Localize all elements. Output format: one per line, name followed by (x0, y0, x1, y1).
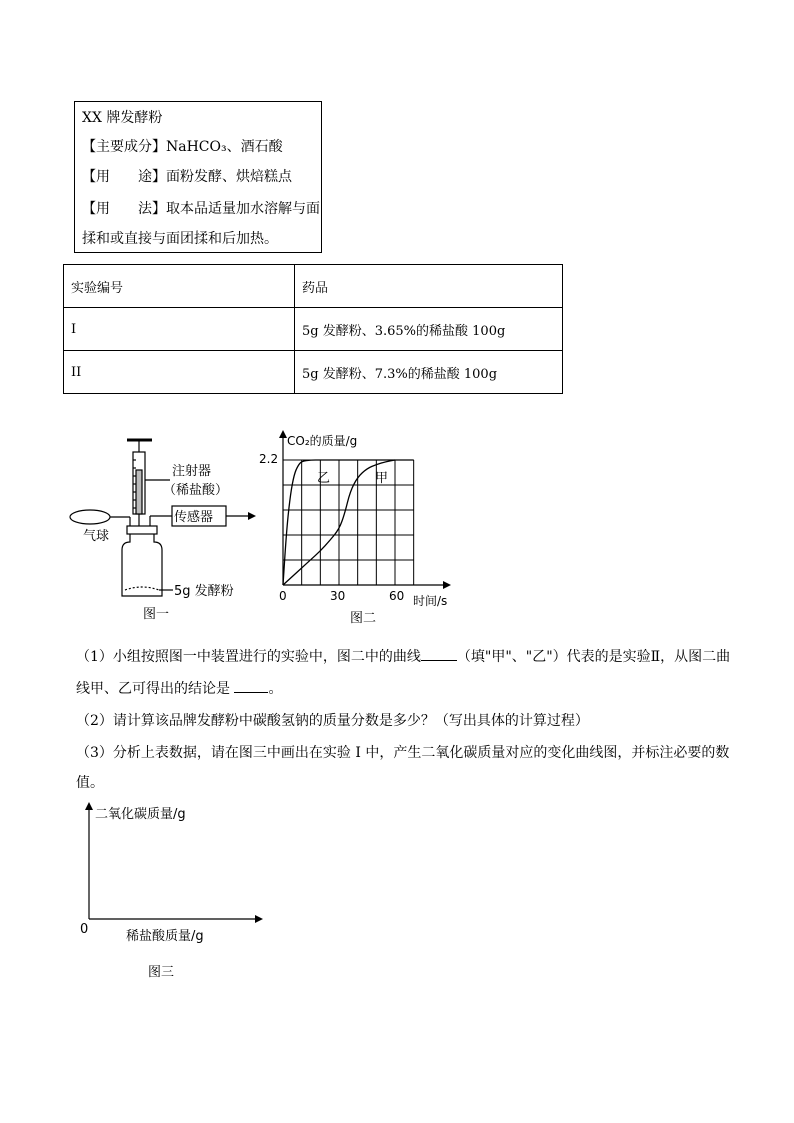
x-tick-label: 30 (330, 589, 346, 603)
table-cell: 5g 发酵粉、3.65%的稀盐酸 100g (295, 308, 563, 351)
x-axis-label: 时间/s (413, 594, 448, 608)
table-cell: II (64, 351, 295, 394)
x-tick-label: 60 (389, 589, 405, 603)
question-1-line1 (76, 646, 730, 666)
figure3-caption: 图三 (148, 965, 175, 980)
y-tick-label: 2.2 (259, 452, 279, 466)
experiment-table (63, 264, 563, 394)
label-method-line2: 揉和或直接与面团揉和后加热。 (82, 231, 278, 247)
syringe-label: 注射器 (172, 464, 212, 479)
question-1-text-a: （1）小组按照图一中装置进行的实验中，图二中的曲线 (76, 649, 421, 665)
series-label-jia: 甲 (375, 471, 389, 486)
table-cell: 5g 发酵粉、7.3%的稀盐酸 100g (295, 351, 563, 394)
question-1-text-c: 线甲、乙可得出的结论是 (76, 681, 230, 697)
figure2-caption: 图二 (350, 611, 377, 626)
syringe-contents-label: （稀盐酸） (163, 483, 229, 498)
figure1-caption: 图一 (143, 607, 170, 622)
question-3-line2: 值。 (76, 775, 104, 791)
figure2-chart (255, 430, 455, 630)
label-title: XX 牌发酵粉 (82, 110, 163, 126)
y-axis-arrow (279, 430, 287, 438)
series-label-yi: 乙 (317, 471, 331, 486)
figure1-apparatus (60, 430, 260, 625)
question-1-line2 (76, 678, 282, 698)
table-row (64, 308, 563, 351)
table-header-cell: 药品 (295, 265, 563, 308)
y-axis-label: CO₂的质量/g (287, 434, 358, 448)
balloon-label: 气球 (83, 529, 110, 544)
figure3-blank-chart[interactable] (70, 800, 270, 985)
answer-blank-1[interactable] (421, 660, 457, 661)
sensor-label: 传感器 (174, 510, 214, 525)
product-label-card (74, 101, 322, 253)
label-method-line1: 【用 法】取本品适量加水溶解与面 (82, 201, 320, 217)
x-axis-arrow (255, 915, 263, 923)
x-tick-label: 0 (279, 589, 287, 603)
table-header-row (64, 265, 563, 308)
label-usage: 【用 途】面粉发酵、烘焙糕点 (82, 169, 292, 185)
label-ingredients: 【主要成分】NaHCO₃、酒石酸 (82, 139, 283, 155)
y-axis-label: 二氧化碳质量/g (95, 807, 186, 822)
x-axis-arrow (443, 581, 451, 589)
x-axis-label: 稀盐酸质量/g (126, 929, 204, 944)
answer-blank-2[interactable] (234, 692, 268, 693)
table-row (64, 351, 563, 394)
table-cell: I (64, 308, 295, 351)
table-header-cell: 实验编号 (64, 265, 295, 308)
question-3-line1: （3）分析上表数据，请在图三中画出在实验 I 中，产生二氧化碳质量对应的变化曲线图，并标注必要的数 (76, 745, 730, 761)
powder-label: 5g 发酵粉 (174, 584, 234, 599)
y-axis-arrow (85, 802, 93, 810)
question-1-text-b: （填"甲"、"乙"）代表的是实验Ⅱ，从图二曲 (456, 649, 731, 665)
question-2: （2）请计算该品牌发酵粉中碳酸氢钠的质量分数是多少？（写出具体的计算过程） (76, 713, 589, 729)
origin-label: 0 (80, 922, 89, 937)
question-1-text-d: 。 (268, 681, 283, 697)
